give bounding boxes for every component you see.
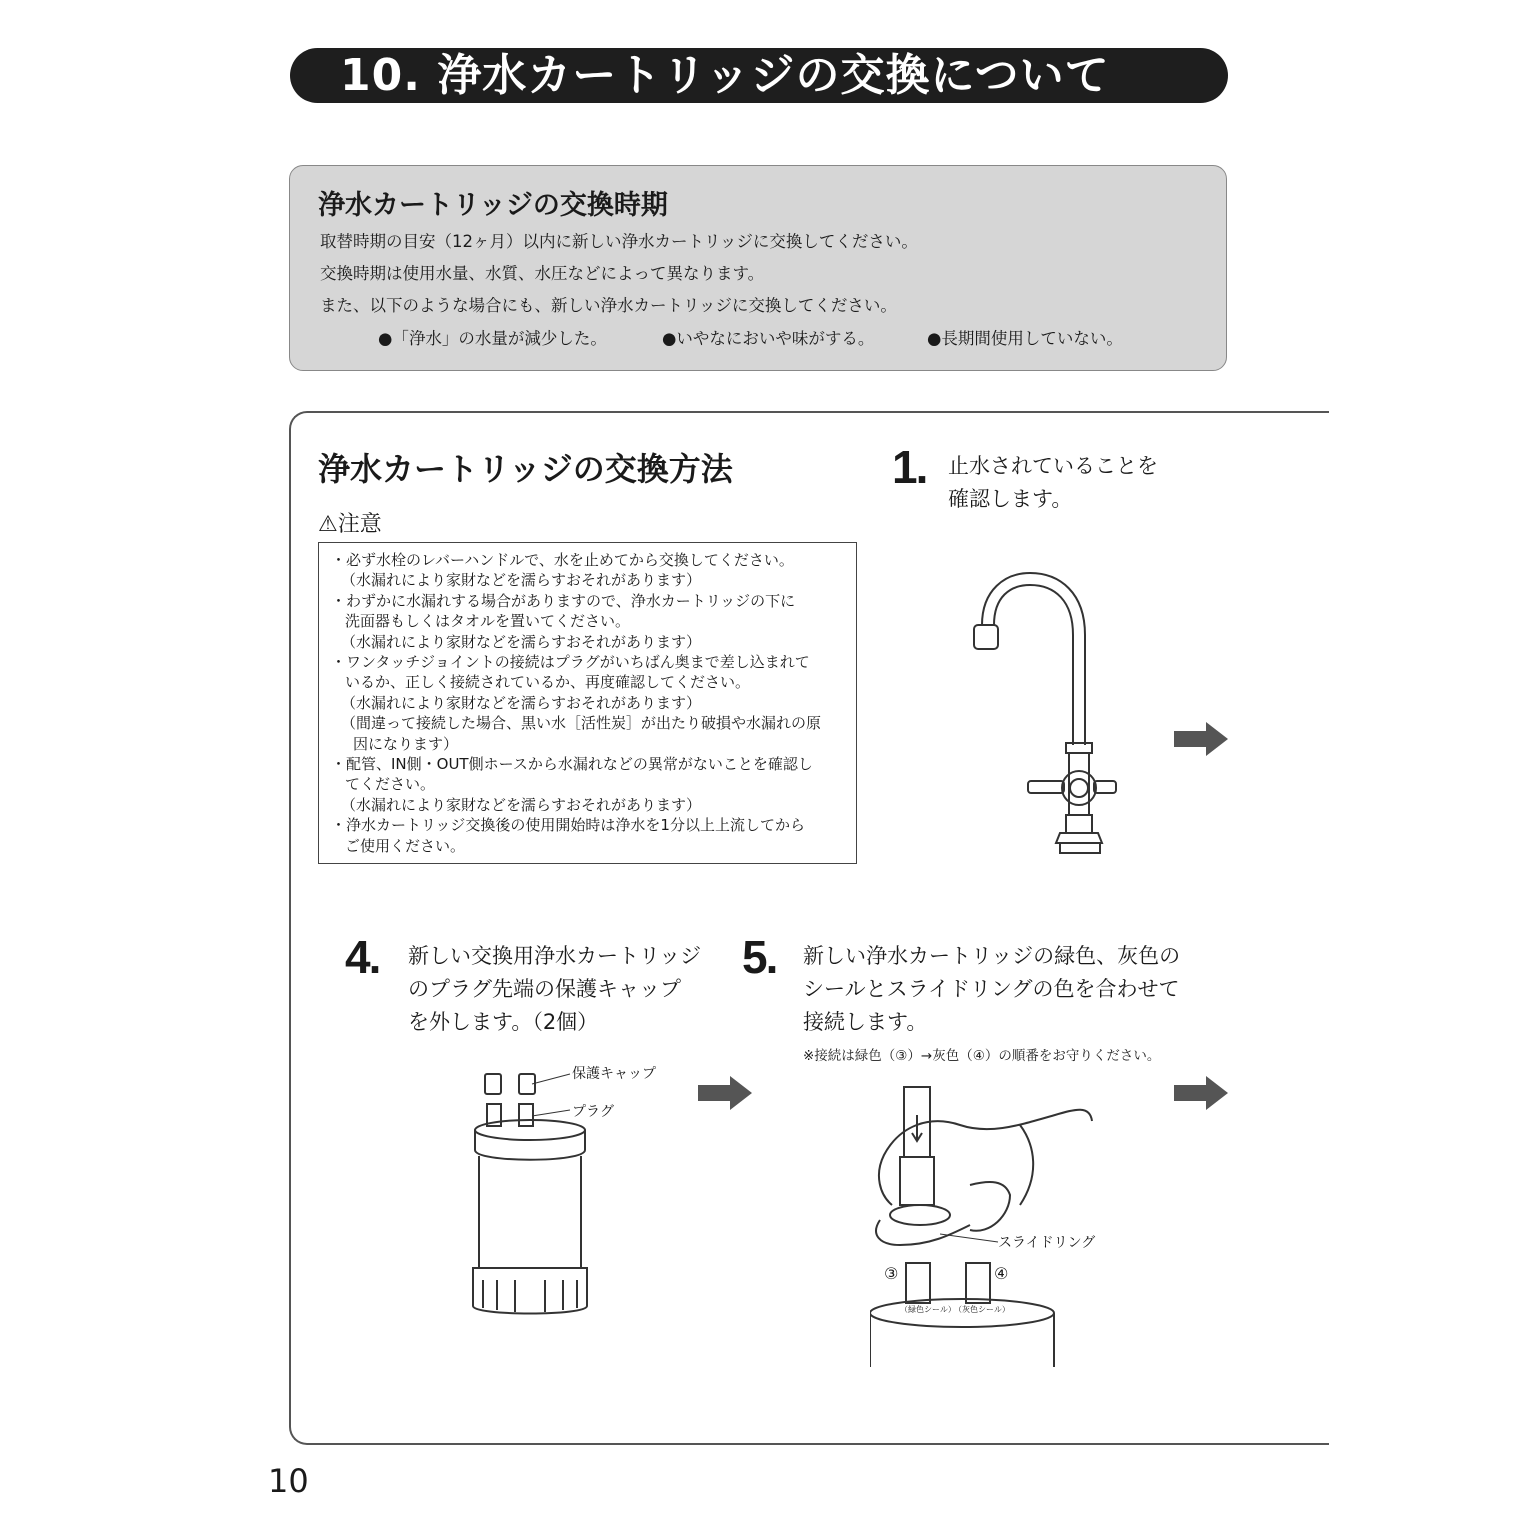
step-1-line: 止水されていることを [948, 454, 1158, 478]
faucet-illustration [960, 565, 1130, 865]
step-4-line: を外します。（2個） [408, 1010, 599, 1034]
caution-line: （水漏れにより家財などを濡らすおそれがあります） [341, 693, 702, 712]
slide-ring-label: スライドリング [998, 1235, 1096, 1251]
step-1-text [948, 450, 1158, 516]
period-bullet: ●長期間使用していない。 [927, 329, 1123, 348]
caution-line: ご使用ください。 [345, 836, 466, 855]
caution-line: てください。 [345, 775, 436, 794]
replacement-period-heading: 浄水カートリッジの交換時期 [318, 190, 668, 221]
page-number: 10 [268, 1462, 309, 1500]
method-heading: 浄水カートリッジの交換方法 [318, 450, 733, 488]
caution-line: （水漏れにより家財などを濡らすおそれがあります） [341, 795, 702, 814]
caution-line: ・浄水カートリッジ交換後の使用開始時は浄水を1分以上上流してから [331, 816, 805, 835]
caution-heading: ⚠注意 [318, 512, 382, 537]
step-1-number: 1. [892, 441, 927, 493]
period-line: 交換時期は使用水量、水質、水圧などによって異なります。 [320, 264, 765, 283]
caution-line: （水漏れにより家財などを濡らすおそれがあります） [341, 571, 702, 590]
step-5-line: シールとスライドリングの色を合わせて [803, 977, 1180, 1001]
caution-line: ・ワンタッチジョイントの接続はプラグがいちばん奥まで差し込まれて [331, 653, 810, 672]
right-arrow-icon [1174, 1076, 1228, 1110]
caution-line: ・必ず水栓のレバーハンドルで、水を止めてから交換してください。 [331, 551, 794, 569]
step-4-text [408, 940, 701, 1039]
leader-line [940, 1232, 1000, 1244]
right-arrow-icon [698, 1076, 752, 1110]
caution-line: （水漏れにより家財などを濡らすおそれがあります） [341, 632, 702, 651]
step-4-line: 新しい交換用浄水カートリッジ [408, 944, 702, 968]
caution-line: 因になります） [353, 734, 459, 753]
section-title: 10. 浄水カートリッジの交換について [340, 50, 1110, 101]
step-4-line: のプラグ先端の保護キャップ [408, 977, 681, 1001]
right-arrow-icon [1174, 722, 1228, 756]
protective-cap-label: 保護キャップ [572, 1066, 656, 1082]
green-seal-label: （緑色シール） [900, 1305, 956, 1314]
period-line: また、以下のような場合にも、新しい浄水カートリッジに交換してください。 [320, 296, 897, 315]
caution-line: 洗面器もしくはタオルを置いてください。 [345, 612, 631, 631]
hand-connect-illustration [870, 1085, 1100, 1370]
leader-lines [530, 1072, 576, 1122]
period-line: 取替時期の目安（12ヶ月）以内に新しい浄水カートリッジに交換してください。 [320, 232, 918, 251]
step-5-number: 5. [742, 931, 777, 983]
caution-line: （間違って接続した場合、黒い水［活性炭］が出たり破損や水漏れの原 [341, 714, 822, 733]
step-5-note: ※接続は緑色（③）→灰色（④）の順番をお守りください。 [803, 1048, 1161, 1064]
caution-line: いるか、正しく接続されているか、再度確認してください。 [345, 673, 751, 692]
step-5-text [803, 940, 1180, 1039]
caution-line: ・配管、IN側・OUT側ホースから水漏れなどの異常がないことを確認し [331, 755, 813, 774]
caution-box [318, 542, 857, 864]
plug-label: プラグ [572, 1104, 614, 1120]
step-5-line: 接続します。 [803, 1010, 928, 1034]
step-4-number: 4. [345, 931, 380, 983]
step-5-line: 新しい浄水カートリッジの緑色、灰色の [803, 944, 1181, 968]
label-four: ④ [994, 1264, 1009, 1283]
gray-seal-label: （灰色シール） [954, 1305, 1010, 1314]
label-three: ③ [884, 1264, 899, 1283]
period-bullet: ●「浄水」の水量が減少した。 [378, 329, 607, 348]
step-1-line: 確認します。 [948, 487, 1073, 511]
caution-line: ・わずかに水漏れする場合がありますので、浄水カートリッジの下に [331, 591, 796, 610]
period-bullet: ●いやなにおいや味がする。 [662, 329, 875, 348]
